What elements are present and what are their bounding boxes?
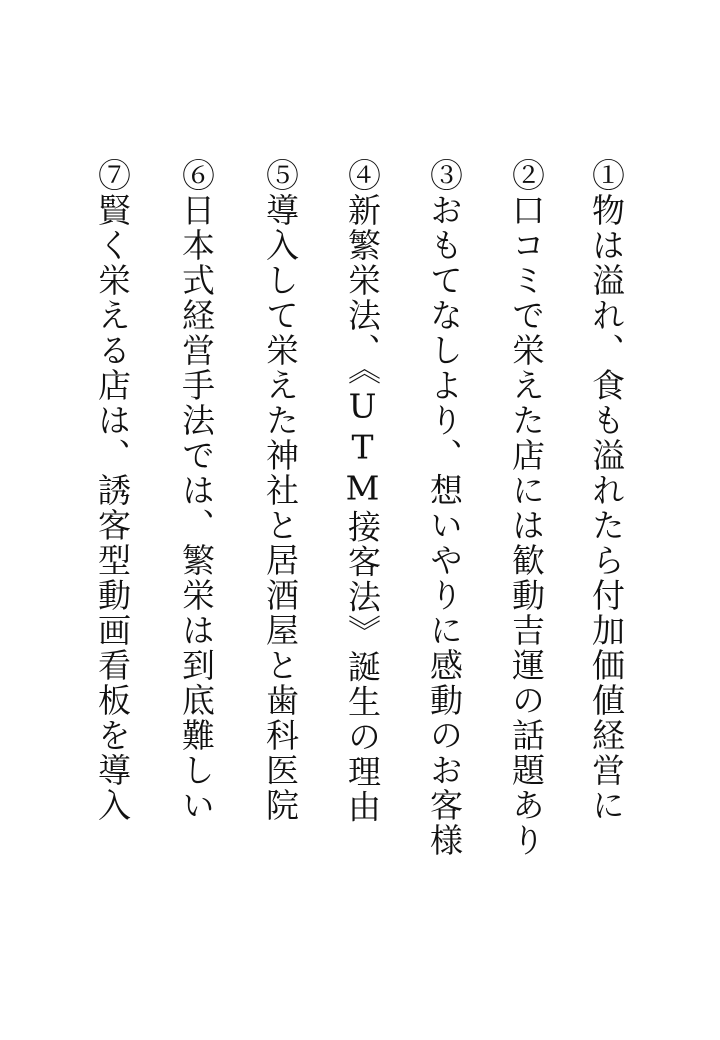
item-text-2: 口コミで栄えた店には歓動吉運の話題あり	[507, 193, 546, 858]
item-number-2: ②	[507, 158, 546, 193]
item-number-1: ①	[587, 158, 626, 193]
list-item-5	[260, 158, 300, 858]
item-text-5: 導入して栄えた神社と居酒屋と歯科医院	[261, 193, 300, 823]
list-item-7	[92, 158, 132, 858]
list-item-3	[424, 158, 464, 858]
list-item-2	[506, 158, 546, 858]
item-number-5: ⑤	[261, 158, 300, 193]
item-number-6: ⑥	[177, 158, 216, 193]
item-text-1: 物は溢れ、食も溢れたら付加価値経営に	[587, 193, 626, 823]
item-text-4: 新繁栄法、《UTM接客法》誕生の理由	[343, 193, 382, 825]
vertical-text-list	[0, 158, 720, 858]
item-number-7: ⑦	[93, 158, 132, 193]
item-number-4: ④	[343, 158, 382, 193]
item-text-7: 賢く栄える店は、誘客型動画看板を導入	[93, 193, 132, 823]
list-item-1	[586, 158, 626, 858]
list-item-6	[176, 158, 216, 858]
item-text-6: 日本式経営手法では、繁栄は到底難しい	[177, 193, 216, 823]
item-text-3: おもてなしより、想いやりに感動のお客様	[425, 193, 464, 858]
list-item-4	[342, 158, 382, 858]
item-number-3: ③	[425, 158, 464, 193]
